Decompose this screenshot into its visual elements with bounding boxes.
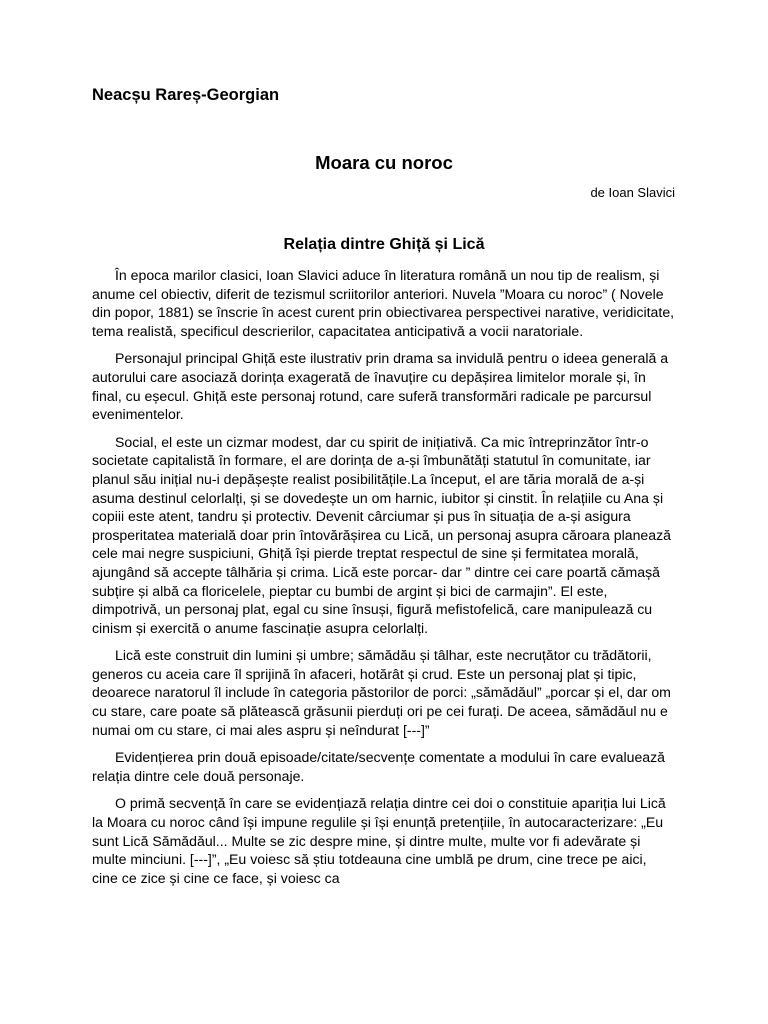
paragraph-intro: În epoca marilor clasici, Ioan Slavici aduce în literatura română un nou tip de realism, și anume cel obiectiv, diferit de tezismul scriitorilor anteriori. Nuvela ”Moara cu noroc” ( Novele din popor, 1881) se înscrie în acest curent prin obiectivarea perspectivei narative, veridicitate, tema realistă, specificul descrierilor, capacitatea anticipativă a vocii naratoriale. — [92, 267, 675, 339]
paragraph-evidence-intro: Evidențierea prin două episoade/citate/secvențe comentate a modului în care evaluează relația dintre cele două personaje. — [92, 749, 666, 784]
section-title: Relația dintre Ghiță și Lică — [283, 236, 485, 253]
document-title: Moara cu noroc — [315, 152, 453, 173]
author-name: Neacșu Rareș-Georgian — [92, 86, 280, 104]
paragraph-ghita-character: Personajul principal Ghiță este ilustrativ prin drama sa invidulă pentru o ideea generală a autorului care asociază dorința exagerată de înavuțire cu depășirea limitelor morale și, în final, cu eșecul. Ghiță este personaj rotund, care suferă transformări radicale pe parcursul evenimentelor. — [92, 350, 669, 423]
paragraph-lica-portrait: Lică este construit din lumini și umbre; sămădău și tâlhar, este necruțător cu trădătorii, generos cu aceia care îl sprijină în afaceri, hotărât și crud. Este un personaj plat și tipic, deoarece naratorul îl include în categoria păstorilor de porci: „sămădăul” „porcar și el, dar om cu stare, care poate să plătească grăsunii pierduți ori pe cei furați. De aceea, sămădăul nu e numai om cu stare, ci mai ales aspru și neîndurat [---]” — [92, 647, 671, 738]
body-text — [92, 266, 676, 896]
byline: de Ioan Slavici — [590, 185, 675, 200]
paragraph-social-status: Social, el este un cizmar modest, dar cu spirit de inițiativă. Ca mic întreprinzător într-o societate capitalistă în formare, el are dorința de a-și îmbunătăți statutul în comunitate, iar planul său inițial nu-i depășește realist posibilitățile.La început, el are tăria morală de a-și asuma destinul celorlalți, și se dovedește un om harnic, iubitor și cinstit. În relațiile cu Ana și copiii este atent, tandru și protectiv. Devenit cârciumar și pus în situația de a-și asigura prosperitatea materială doar prin întovărășirea cu Lică, un personaj asupra căroara planează cele mai negre suspiciuni, Ghiță își pierde treptat respectul de sine și fermitatea morală, ajungând să accepte tâlhăria și crima. Lică este porcar- dar ” dintre cei care poartă cămașă subțire și albă ca floricelele, pieptar cu bumbi de argint și bici de carmajin”. El este, dimpotrivă, un personaj plat, egal cu sine însuși, figură mefistofelică, care manipulează cu cinism și exercită o anume fascinație asupra celorlalți. — [92, 433, 671, 636]
paragraph-first-sequence: O primă secvență în care se evidențiază relația dintre cei doi o constituie apariția lui Lică la Moara cu noroc când își impune regulile și își enunță pretențiile, în autocaracterizare: „Eu sunt Lică Sămădăul... Multe se zic despre mine, și dintre multe, multe vor fi adevărate și multe minciuni. [---]”, „Eu voiesc să știu totdeauna cine umblă pe drum, cine trece pe aici, cine ce zice și cine ce face, și voiesc ca — [92, 795, 666, 886]
